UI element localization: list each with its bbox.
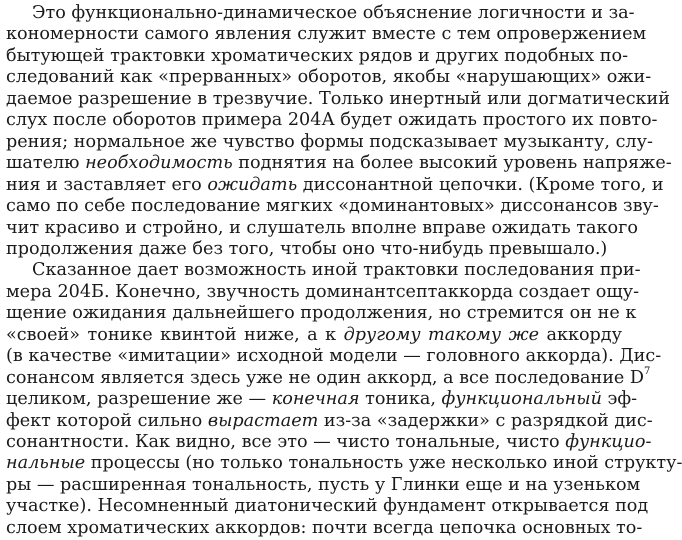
text-segment: целиком, разрешение же —: [6, 389, 272, 410]
text-line: [6, 108, 658, 132]
italic-text: другому такому же: [343, 324, 539, 345]
text-segment: щение ожидания дальнейшего продолжения, но стремится он не к: [6, 303, 637, 324]
text-segment: кономерности самого явления служит вместе с тем опровержением: [6, 24, 647, 45]
text-segment: Сказанное дает возможность иной трактовки последования при-: [32, 260, 641, 281]
text-segment: (в качестве «имитации» исходной модели — головного аккорда). Дис-: [6, 346, 662, 367]
text-segment: Это функционально-динамическое объяснение логичности и за-: [32, 3, 635, 23]
text-segment: рения; нормальное же чувство формы подсказывает музыканту, слу-: [6, 131, 653, 152]
text-line: [32, 258, 641, 282]
text-segment: слух после оборотов примера 204А будет ожидать простого их повто-: [6, 110, 658, 131]
text-line: [6, 365, 651, 390]
text-line: [6, 473, 641, 497]
italic-text: функциональный: [441, 389, 602, 410]
text-segment: аккорду: [538, 324, 622, 345]
text-line: [6, 216, 638, 240]
text-line: [6, 173, 664, 197]
italic-text: функцио-: [565, 432, 652, 452]
text-line: [6, 516, 643, 540]
text-segment: процессы (но только тональность уже несколько иной структу-: [85, 453, 682, 474]
text-segment: само по себе последование мягких «доминантовых» диссонансов зву-: [6, 196, 659, 217]
text-segment: слоем хроматических аккордов: почти всегда цепочка основных то-: [6, 517, 643, 538]
text-segment: бытующей трактовки хроматических рядов и других подобных по-: [6, 45, 629, 66]
text-segment: эф-: [601, 389, 638, 410]
text-line: [6, 323, 622, 347]
text-line: [6, 301, 637, 325]
text-line: [6, 451, 682, 475]
text-line: [6, 280, 640, 304]
text-line: [6, 387, 638, 411]
text-segment: даемое разрешение в трезвучие. Только инертный или догматический: [6, 88, 670, 109]
text-segment: ния и заставляет его: [6, 174, 208, 195]
text-segment: «своей» тонике квинтой ниже, а к: [6, 324, 344, 345]
text-segment: фект которой сильно: [6, 410, 208, 431]
text-line: [6, 237, 622, 261]
text-segment: ры — расширенная тональность, пусть у Глинки еще и на узеньком: [6, 474, 641, 495]
text-line: [32, 1, 635, 25]
text-line: [6, 344, 662, 368]
text-line: [6, 194, 659, 218]
text-line: [6, 44, 629, 68]
text-line: [6, 130, 653, 154]
text-segment: тоника,: [359, 389, 442, 410]
text-segment: мера 204Б. Конечно, звучность доминантсептаккорда создает ощу-: [6, 281, 640, 302]
text-segment: следований как «прерванных» оборотов, якобы «нарушающих» ожи-: [6, 67, 652, 88]
text-line: [6, 494, 649, 518]
text-line: [6, 409, 653, 433]
italic-text: необходимость: [85, 153, 233, 174]
text-line: [6, 151, 672, 175]
text-segment: сонансом является здесь уже не один аккорд, а все последование D: [6, 367, 645, 388]
italic-text: конечная: [271, 389, 360, 410]
text-line: [6, 87, 670, 111]
text-segment: поднятия на более высокий уровень напряже-: [232, 153, 672, 174]
text-line: [6, 65, 652, 89]
text-segment: диссонантной цепочки. (Кроме того, и: [297, 174, 664, 195]
text-line: [6, 22, 647, 46]
text-segment: участке). Несомненный диатонический фундамент открывается под: [6, 496, 649, 517]
text-segment: шателю: [6, 153, 86, 174]
italic-text: ожидать: [207, 174, 298, 195]
text-segment: чит красиво и стройно, и слушатель вполне вправе ожидать такого: [6, 217, 638, 238]
text-segment: из-за «задержки» с разрядкой дис-: [318, 410, 653, 431]
italic-text: вырастает: [207, 410, 319, 431]
text-segment: сонантности. Как видно, все это — чисто тональные, чисто: [6, 432, 566, 452]
italic-text: нальные: [6, 453, 86, 474]
text-segment: продолжения даже без того, чтобы оно что-нибудь превышало.): [6, 238, 608, 259]
superscript: 7: [644, 365, 651, 377]
text-line: [6, 430, 652, 454]
